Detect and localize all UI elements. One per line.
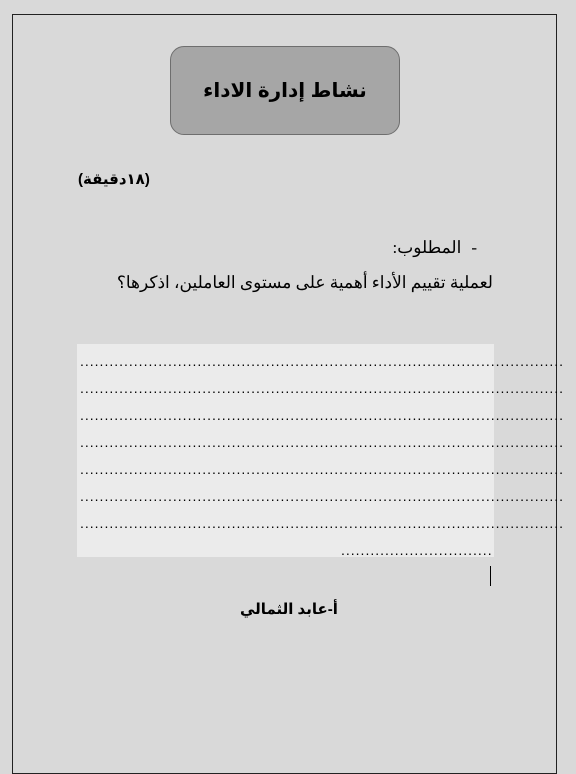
text-cursor — [490, 566, 491, 586]
answer-line-7[interactable]: ................................................................................................... — [80, 515, 565, 531]
answer-line-5[interactable]: ................................................................................................... — [80, 461, 565, 477]
required-heading — [393, 238, 478, 258]
answer-line-6[interactable]: ................................................................................................... — [80, 488, 565, 504]
question-text: لعملية تقييم الأداء أهمية على مستوى العاملين، اذكرها؟ — [116, 273, 493, 292]
answer-line-1[interactable]: ................................................................................................... — [80, 353, 565, 369]
answer-line-3[interactable]: ................................................................................................... — [80, 407, 565, 423]
author-name: أ-عابد الثمالي — [240, 601, 338, 618]
activity-title: نشاط إدارة الاداء — [203, 80, 367, 102]
required-label: المطلوب: — [392, 238, 462, 257]
activity-duration: (١٨دقيقة) — [78, 171, 150, 188]
answer-area[interactable] — [77, 344, 565, 558]
required-dash: - — [471, 238, 477, 257]
answer-line-8[interactable]: ............................... — [341, 542, 493, 558]
activity-title-box — [170, 46, 400, 135]
answer-line-4[interactable]: ................................................................................................... — [80, 434, 565, 450]
answer-line-2[interactable]: ................................................................................................... — [80, 380, 565, 396]
